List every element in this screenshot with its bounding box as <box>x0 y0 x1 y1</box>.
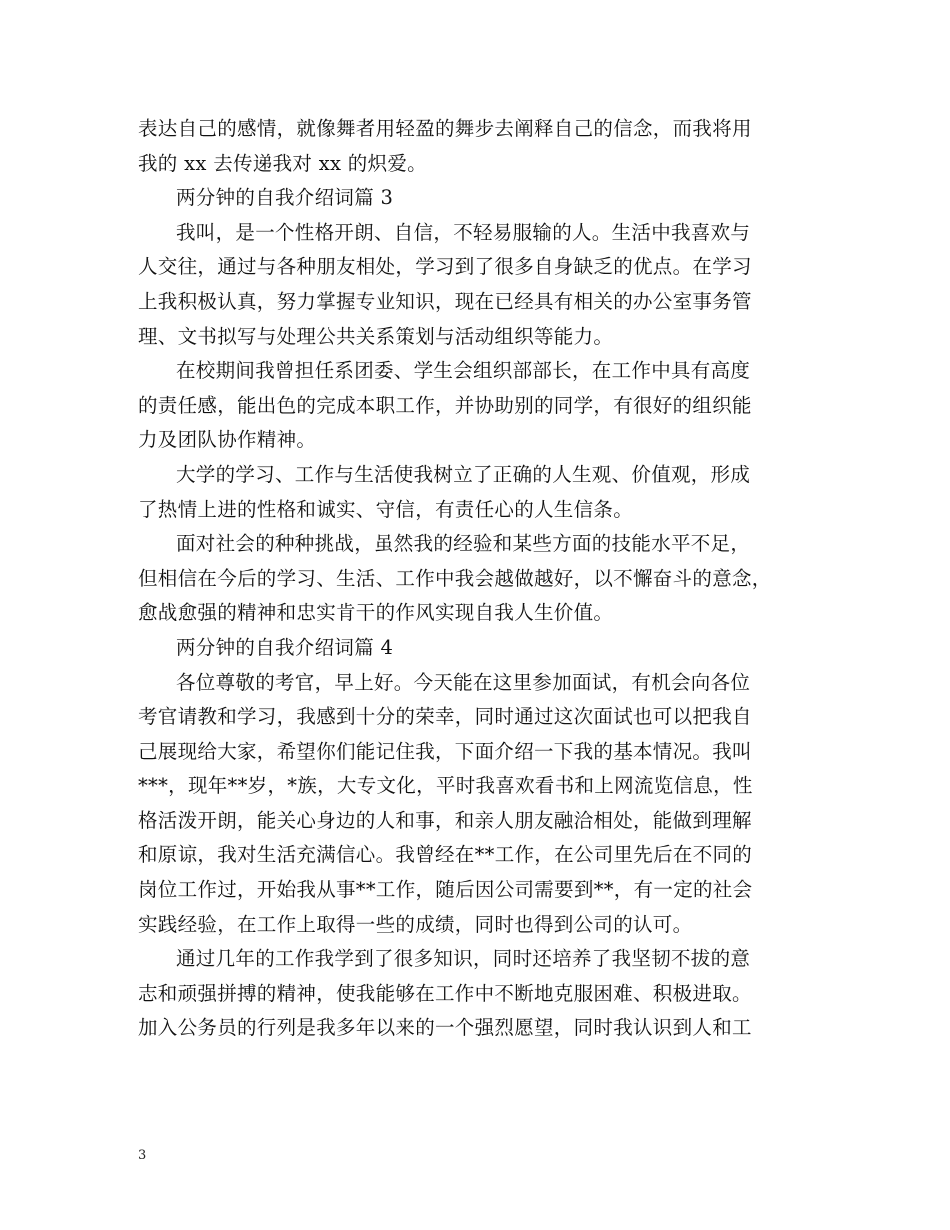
text-line: 各位尊敬的考官，早上好。今天能在这里参加面试，有机会向各位 <box>176 670 751 694</box>
text-line: 表达自己的感情，就像舞者用轻盈的舞步去阐释自己的信念，而我将用 <box>138 117 752 140</box>
text-line: 和原谅，我对生活充满信心。我曾经在**工作，在公司里先后在不同的 <box>138 843 753 867</box>
text-line: 了热情上进的性格和诚实、守信，有责任心的人生信条。 <box>138 497 634 521</box>
text-line: 两分钟的自我介绍词篇 4 <box>176 635 394 659</box>
text-line: ***，现年**岁，*族，大专文化，平时我喜欢看书和上网流览信息，性 <box>138 774 753 798</box>
text-line: 的责任感，能出色的完成本职工作，并协助别的同学，有很好的组织能 <box>138 393 752 417</box>
text-line: 考官请教和学习，我感到十分的荣幸，同时通过这次面试也可以把我自 <box>138 705 752 729</box>
text-line: 理、文书拟写与处理公共关系策划与活动组织等能力。 <box>138 324 614 348</box>
document-body <box>138 112 824 1046</box>
text-line: 志和顽强拼搏的精神，使我能够在工作中不断地克服困难、积极进取。 <box>138 981 752 1005</box>
text-line: 但相信在今后的学习、生活、工作中我会越做越好，以不懈奋斗的意念， <box>138 566 772 590</box>
text-line: 上我积极认真，努力掌握专业知识，现在已经具有相关的办公室事务管 <box>138 289 752 313</box>
text-line: 己展现给大家，希望你们能记住我，下面介绍一下我的基本情况。我叫 <box>138 739 752 763</box>
text-line: 格活泼开朗，能关心身边的人和事，和亲人朋友融洽相处，能做到理解 <box>138 808 752 832</box>
text-line: 通过几年的工作我学到了很多知识，同时还培养了我坚韧不拔的意 <box>176 947 751 971</box>
text-line: 实践经验，在工作上取得一些的成绩，同时也得到公司的认可。 <box>138 912 693 936</box>
page-number: 3 <box>138 1148 147 1163</box>
text-line: 人交往，通过与各种朋友相处，学习到了很多自身缺乏的优点。在学习 <box>138 255 752 279</box>
text-line: 愈战愈强的精神和忠实肯干的作风实现自我人生价值。 <box>138 601 614 625</box>
text-line: 两分钟的自我介绍词篇 3 <box>176 186 394 210</box>
text-line: 我叫，是一个性格开朗、自信，不轻易服输的人。生活中我喜欢与 <box>176 220 751 244</box>
text-line: 加入公务员的行列是我多年以来的一个强烈愿望，同时我认识到人和工 <box>138 1016 752 1040</box>
text-line: 大学的学习、工作与生活使我树立了正确的人生观、价值观，形成 <box>176 462 751 486</box>
text-line: 我的 xx 去传递我对 xx 的炽爱。 <box>138 151 427 175</box>
text-line: 力及团队协作精神。 <box>138 428 317 452</box>
text-line: 在校期间我曾担任系团委、学生会组织部部长，在工作中具有高度 <box>176 359 751 383</box>
text-line: 岗位工作过，开始我从事**工作，随后因公司需要到**，有一定的社会 <box>138 878 753 902</box>
text-line: 面对社会的种种挑战，虽然我的经验和某些方面的技能水平不足， <box>176 532 751 556</box>
